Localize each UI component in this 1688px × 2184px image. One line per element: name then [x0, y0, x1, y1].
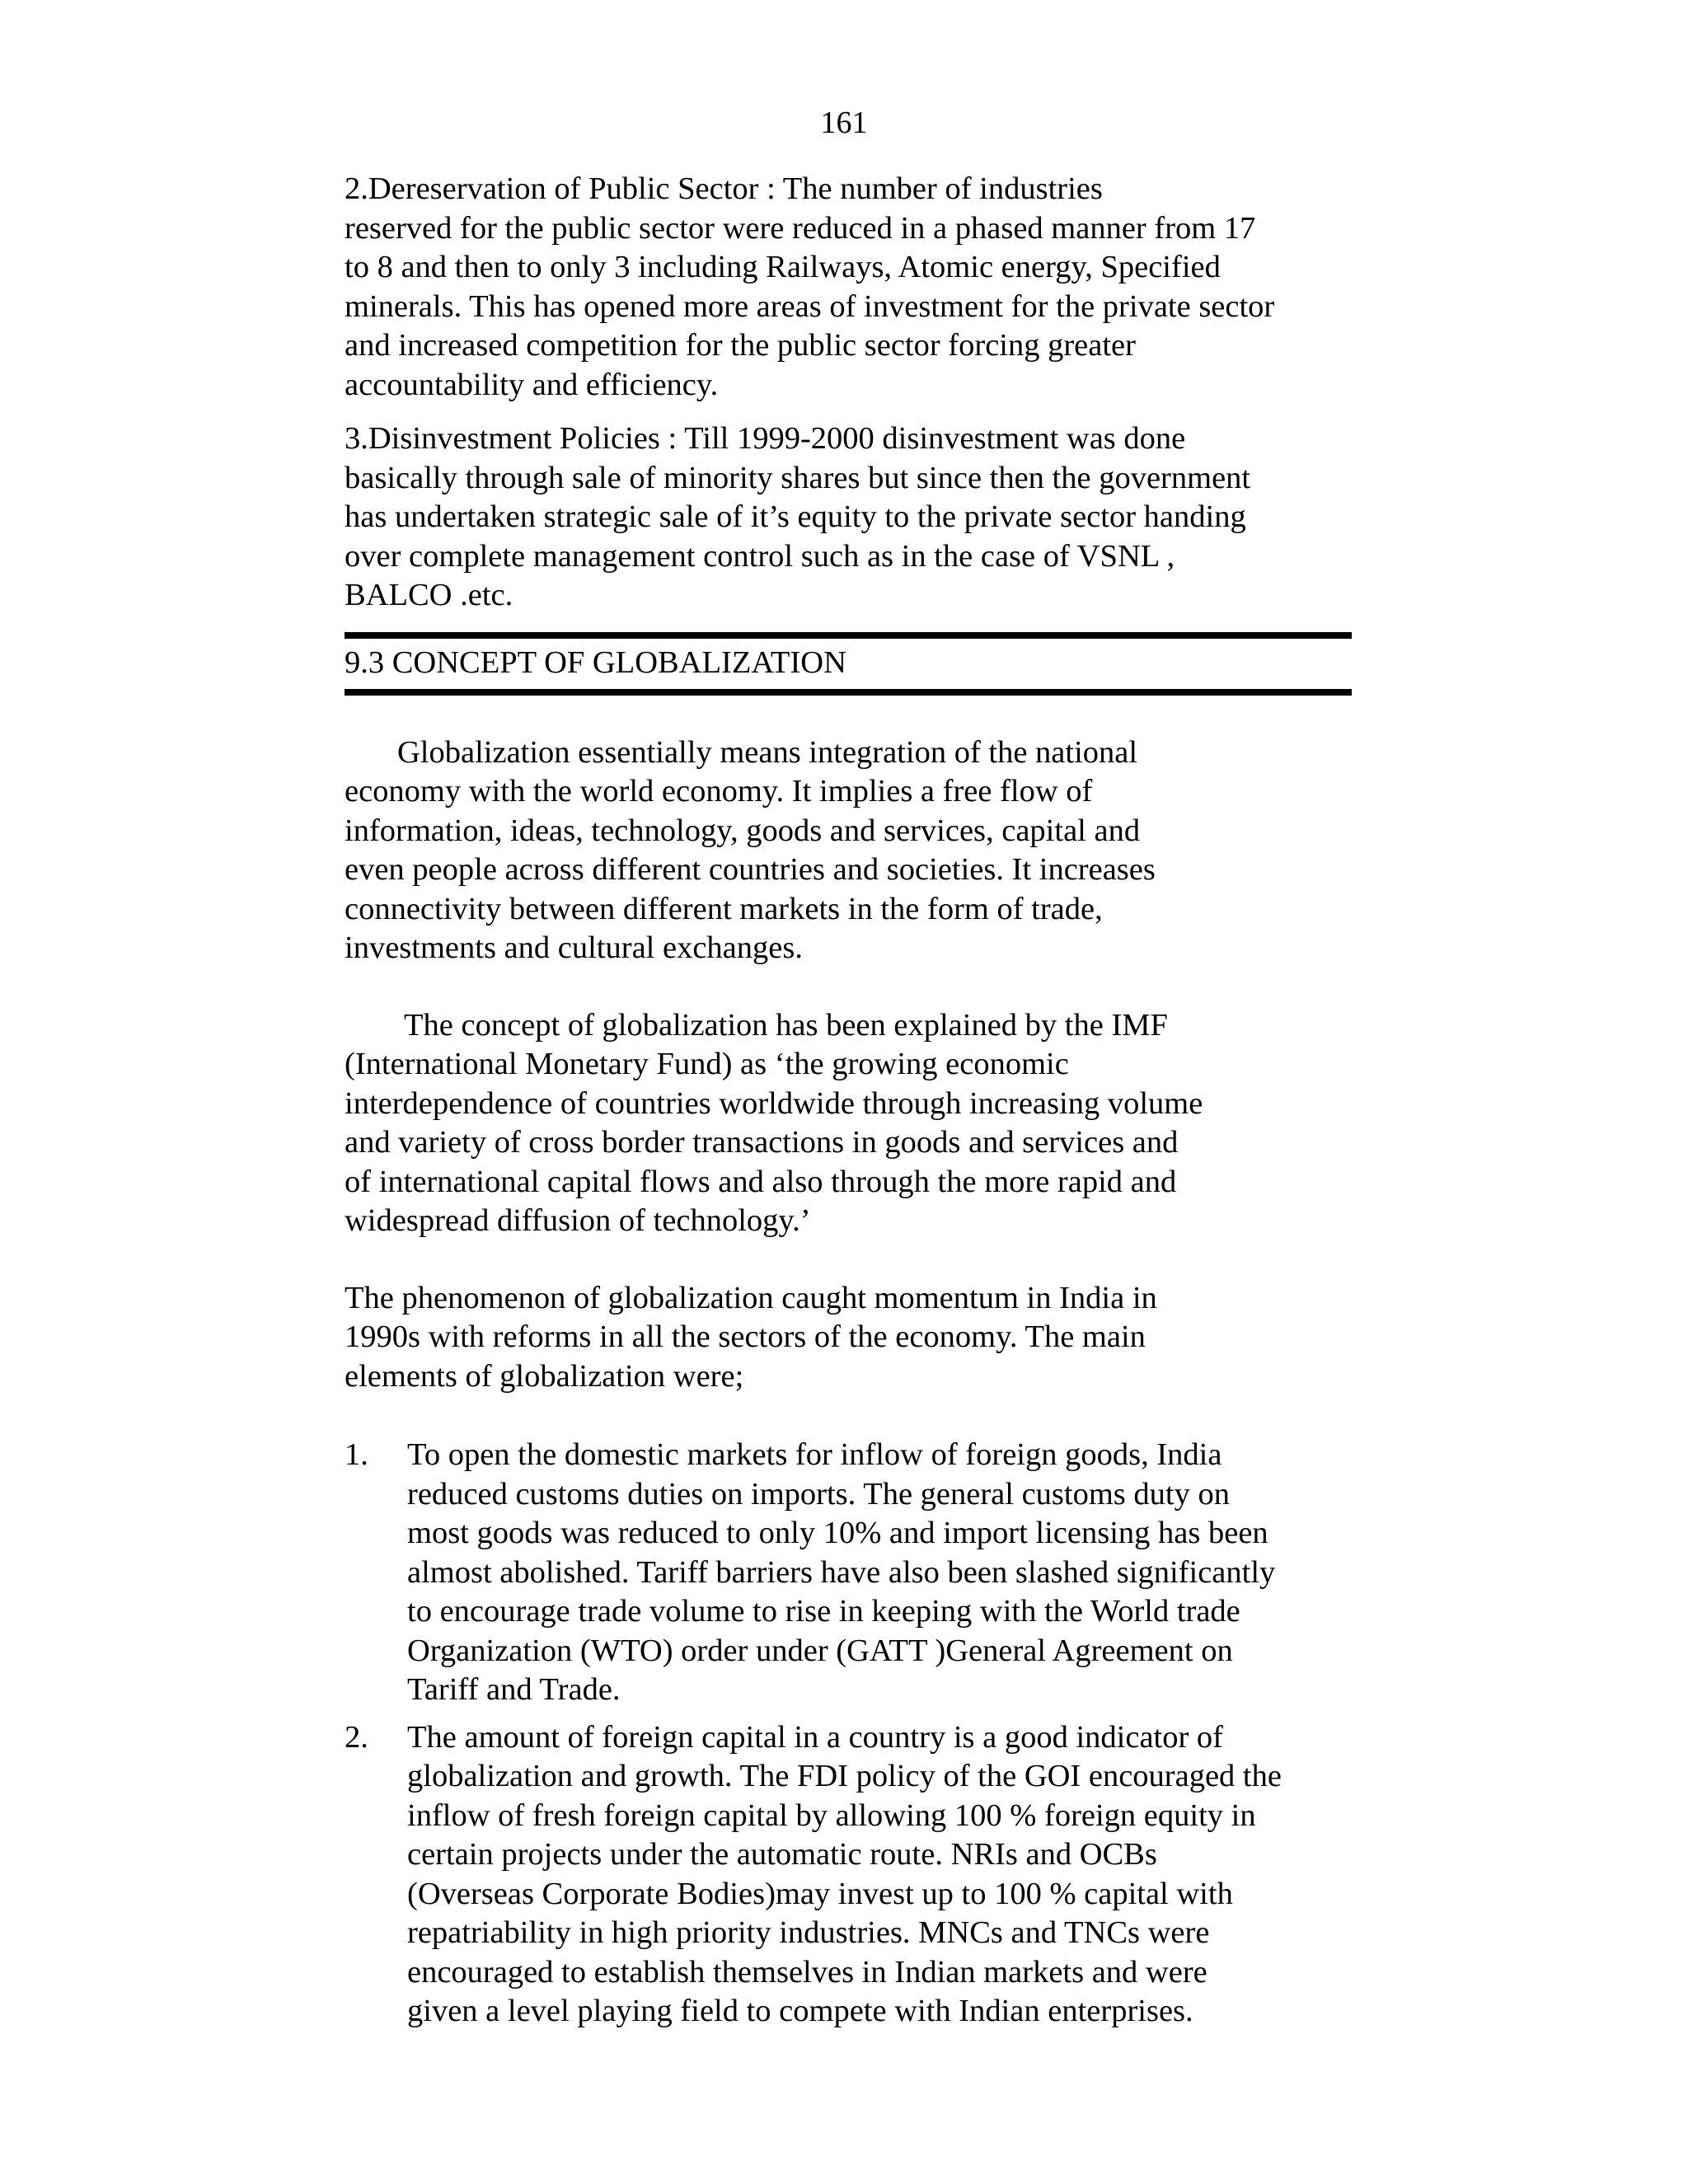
paragraph-line: The concept of globalization has been explained by the IMF	[404, 1007, 1168, 1043]
list-item-line: given a level playing field to compete with Indian enterprises.	[407, 1994, 1193, 2028]
list-item-line: certain projects under the automatic route. NRIs and OCBs	[407, 1837, 1157, 1872]
heading-top-rule	[345, 632, 1352, 639]
imf-definition-paragraph	[345, 1006, 1367, 1241]
globalization-elements-list	[345, 1436, 1367, 2032]
phenomenon-paragraph	[345, 1279, 1367, 1397]
paragraph-line: accountability and efficiency.	[345, 367, 719, 402]
paragraph-line: economy with the world economy. It implies a free flow of	[345, 774, 1093, 808]
paragraph-line: has undertaken strategic sale of it’s equity to the private sector handing	[345, 499, 1246, 534]
list-item-line: The amount of foreign capital in a country is a good indicator of	[407, 1719, 1224, 1755]
list-item	[345, 1436, 1367, 1710]
paragraph-line: reserved for the public sector were reduced in a phased manner from 17	[345, 210, 1256, 246]
section-heading: 9.3 CONCEPT OF GLOBALIZATION	[345, 644, 846, 680]
paragraph-line: elements of globalization were;	[345, 1358, 744, 1394]
list-item-line: repatriability in high priority industries. MNCs and TNCs were	[407, 1915, 1210, 1950]
paragraph-line: BALCO .etc.	[345, 578, 513, 612]
paragraph-line: (International Monetary Fund) as ‘the growing economic	[345, 1047, 1069, 1081]
page-number: 161	[820, 105, 868, 140]
paragraph-line: widespread diffusion of technology.’	[345, 1203, 811, 1238]
list-item-line: To open the domestic markets for inflow of foreign goods, India	[407, 1437, 1222, 1472]
spacer	[345, 405, 1367, 419]
list-item-line: to encourage trade volume to rise in keeping with the World trade	[407, 1594, 1240, 1629]
page-content	[345, 170, 1367, 2032]
list-item	[345, 1718, 1367, 2032]
spacer	[345, 1241, 1367, 1279]
paragraph-line: and increased competition for the public sector forcing greater	[345, 328, 1136, 363]
dereservation-paragraph	[345, 170, 1367, 405]
paragraph-line: The phenomenon of globalization caught momentum in India in	[345, 1280, 1157, 1315]
section-heading-block	[345, 632, 1367, 696]
list-item-line: inflow of fresh foreign capital by allowing 100 % foreign equity in	[407, 1797, 1256, 1833]
paragraph-line: over complete management control such as in the case of VSNL ,	[345, 538, 1175, 574]
spacer	[345, 696, 1367, 733]
paragraph-line: connectivity between different markets in the form of trade,	[345, 891, 1103, 926]
heading-bottom-rule	[345, 689, 1352, 696]
list-item-line: almost abolished. Tariff barriers have also been slashed significantly	[407, 1554, 1276, 1590]
spacer	[345, 968, 1367, 1006]
list-item-line: globalization and growth. The FDI policy of the GOI encouraged the	[407, 1759, 1282, 1793]
list-item-line: Tariff and Trade.	[407, 1672, 621, 1707]
paragraph-line: even people across different countries and societies. It increases	[345, 852, 1156, 887]
list-item-line: encouraged to establish themselves in Indian markets and were	[407, 1954, 1207, 1990]
spacer	[345, 1396, 1367, 1436]
paragraph-line: minerals. This has opened more areas of investment for the private sector	[345, 288, 1275, 324]
paragraph-line: interdependence of countries worldwide through increasing volume	[345, 1085, 1203, 1121]
paragraph-line: 2.Dereservation of Public Sector : The number of industries	[345, 171, 1103, 206]
list-item-line: Organization (WTO) order under (GATT )General Agreement on	[407, 1633, 1233, 1668]
paragraph-line: 3.Disinvestment Policies : Till 1999-2000 disinvestment was done	[345, 421, 1186, 456]
list-item-number: 1.	[345, 1437, 368, 1472]
list-item-number: 2.	[345, 1719, 368, 1755]
paragraph-line: information, ideas, technology, goods and services, capital and	[345, 813, 1141, 848]
list-item-line: (Overseas Corporate Bodies)may invest up to 100 % capital with	[407, 1876, 1233, 1911]
paragraph-line: basically through sale of minority shares but since then the government	[345, 460, 1251, 495]
paragraph-line: to 8 and then to only 3 including Railways, Atomic energy, Specified	[345, 250, 1221, 284]
paragraph-line: Globalization essentially means integration of the national	[397, 734, 1138, 770]
globalization-intro-paragraph	[345, 733, 1367, 968]
list-item-line: most goods was reduced to only 10% and import licensing has been	[407, 1516, 1268, 1550]
disinvestment-paragraph	[345, 419, 1367, 616]
list-item-line: reduced customs duties on imports. The general customs duty on	[407, 1476, 1230, 1511]
paragraph-line: investments and cultural exchanges.	[345, 930, 803, 965]
paragraph-line: of international capital flows and also through the more rapid and	[345, 1164, 1177, 1199]
spacer	[345, 1710, 1367, 1718]
paragraph-line: 1990s with reforms in all the sectors of the economy. The main	[345, 1319, 1146, 1354]
paragraph-line: and variety of cross border transactions in goods and services and	[345, 1125, 1179, 1160]
